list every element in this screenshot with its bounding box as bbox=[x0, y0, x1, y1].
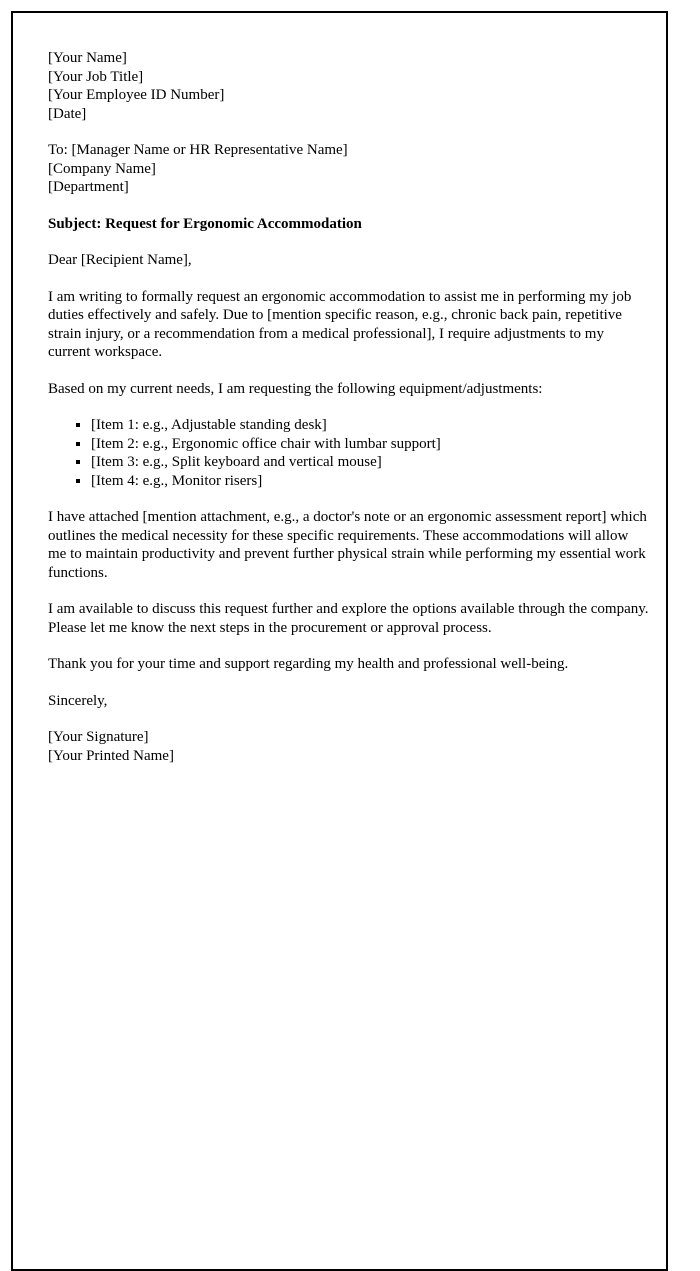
equipment-list bbox=[48, 416, 649, 490]
bullet-item: ▪ [Item 4: e.g., Monitor risers] bbox=[91, 472, 649, 491]
subject-line: Subject: Request for Ergonomic Accommodation bbox=[48, 215, 362, 232]
paragraph-request: Based on my current needs, I am requesting the following equipment/adjustments: bbox=[48, 380, 543, 397]
bullet-item: ▪ [Item 3: e.g., Split keyboard and vertical mouse] bbox=[91, 453, 649, 472]
paragraph-thanks: Thank you for your time and support regarding my health and professional well-being. bbox=[48, 656, 569, 672]
signature-block bbox=[48, 728, 649, 765]
sender-job-title-line: [Your Job Title] bbox=[48, 68, 144, 85]
closing-line: Sincerely, bbox=[48, 692, 108, 709]
sender-block bbox=[48, 49, 649, 123]
bullet-item: ▪ [Item 1: e.g., Adjustable standing desk] bbox=[91, 416, 649, 435]
letter-content bbox=[48, 49, 649, 783]
signature-line: [Your Signature] bbox=[48, 729, 149, 745]
sender-employee-id-line: [Your Employee ID Number] bbox=[48, 87, 225, 103]
paragraph-intro: I am writing to formally request an ergonomic accommodation to assist me in performing my job duties effectively and safely. Due to [mention specific reason, e.g., chronic back pain, repetitive strain injury, or a recommendation from a medical professional], I require adjustments to my current workspace. bbox=[48, 288, 632, 360]
recipient-to-line: To: [Manager Name or HR Representative Name] bbox=[48, 142, 348, 158]
salutation-line: Dear [Recipient Name], bbox=[48, 252, 192, 268]
paragraph-availability: I am available to discuss this request further and explore the options available through the company. Please let me know the next steps in the procurement or approval process. bbox=[48, 601, 649, 636]
bullet-item: ▪ [Item 2: e.g., Ergonomic office chair with lumbar support] bbox=[91, 435, 649, 454]
printed-name-line: [Your Printed Name] bbox=[48, 747, 174, 764]
recipient-company-line: [Company Name] bbox=[48, 160, 156, 177]
recipient-block bbox=[48, 141, 649, 197]
paragraph-attachment: I have attached [mention attachment, e.g., a doctor's note or an ergonomic assessment report] which outlines the medical necessity for these specific requirements. These accommodations will allow me to maintain productivity and prevent further physical strain while performing my essential work functions. bbox=[48, 509, 647, 581]
recipient-department-line: [Department] bbox=[48, 179, 129, 195]
sender-name-line: [Your Name] bbox=[48, 50, 127, 66]
sender-date-line: [Date] bbox=[48, 105, 87, 122]
